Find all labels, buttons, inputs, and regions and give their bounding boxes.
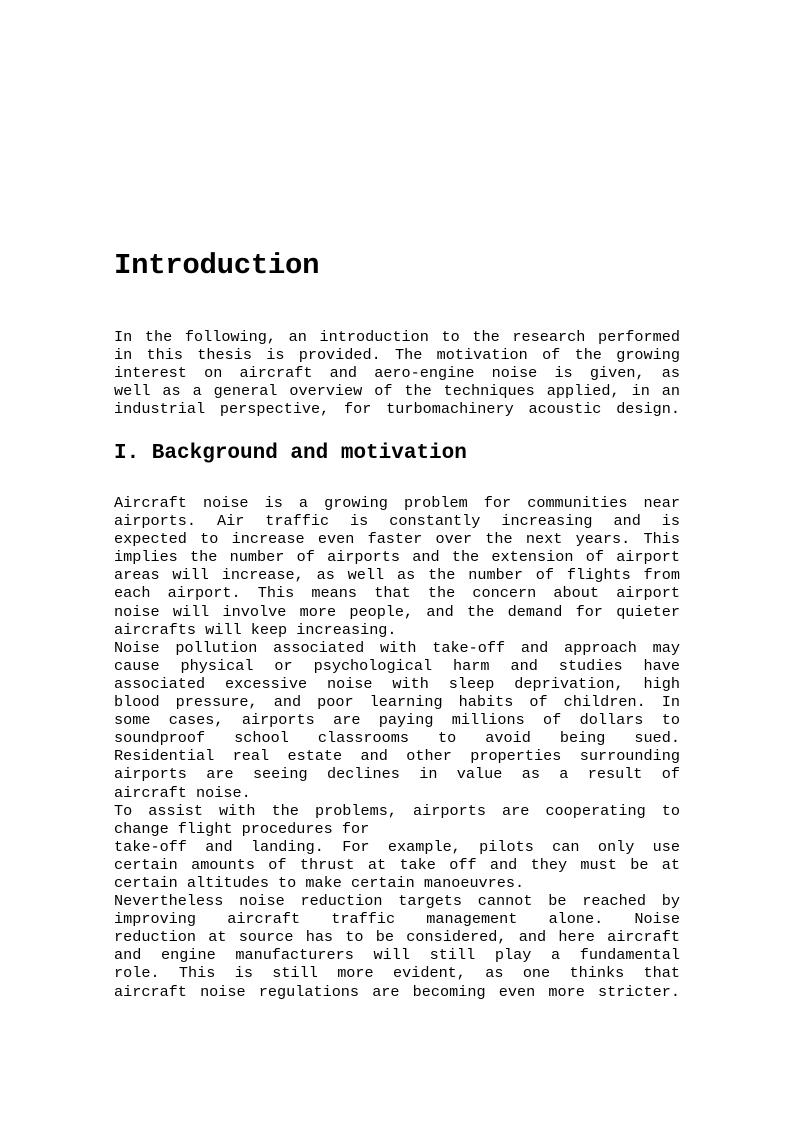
paragraph-line: and engine manufacturers will still play a fundamental [114,946,680,965]
paragraph-line: cause physical or psychological harm and studies have [114,656,680,675]
paragraph-line: Noise pollution associated with take-off and approach may [114,638,680,657]
paragraph-line: blood pressure, and poor learning habits of children. In [114,693,680,712]
body-paragraph-4 [114,838,680,892]
paragraph-line: airports. Air traffic is constantly increasing and is [114,512,680,531]
paragraph-line: associated excessive noise with sleep deprivation, high [114,674,680,693]
paragraph-line: aircraft noise. [114,783,251,802]
intro-line: industrial perspective, for turbomachinery acoustic design. [114,400,680,419]
paragraph-line: certain amounts of thrust at take off and they must be at [114,855,680,874]
intro-line: in this thesis is provided. The motivation of the growing [114,346,680,365]
section-heading: I. Background and motivation [114,442,467,465]
paragraph-line: soundproof school classrooms to avoid being sued. [114,729,680,748]
paragraph-line: implies the number of airports and the extension of airport [114,548,680,567]
paragraph-line: change flight procedures for [114,819,370,838]
paragraph-line: certain altitudes to make certain manoeuvres. [114,873,525,892]
paragraph-line: some cases, airports are paying millions of dollars to [114,711,680,730]
paragraph-line: airports are seeing declines in value as a result of [114,765,680,784]
paragraph-line: take-off and landing. For example, pilots can only use [114,837,680,856]
paragraph-line: Aircraft noise is a growing problem for communities near [114,494,680,512]
paragraph-line: Nevertheless noise reduction targets cannot be reached by [114,892,680,911]
paragraph-line: each airport. This means that the concern about airport [114,584,680,603]
paragraph-line: To assist with the problems, airports are cooperating to [114,801,680,820]
paragraph-line: noise will involve more people, and the demand for quieter [114,602,680,621]
body-paragraph-1 [114,494,680,639]
body-paragraph-2 [114,639,680,802]
body-paragraph-3 [114,802,680,838]
paragraph-line: improving aircraft traffic management alone. Noise [114,910,680,929]
paragraph-line: role. This is still more evident, as one thinks that [114,964,680,983]
paragraph-line: areas will increase, as well as the number of flights from [114,566,680,585]
intro-line: interest on aircraft and aero-engine noise is given, as [114,364,680,383]
paragraph-line: expected to increase even faster over the next years. This [114,530,680,549]
chapter-title: Introduction [114,249,320,282]
intro-paragraph [114,328,680,418]
section-body [114,494,680,1001]
paragraph-line: reduction at source has to be considered, and here aircraft [114,928,680,947]
intro-line: In the following, an introduction to the research performed [114,328,680,346]
paragraph-line: Residential real estate and other properties surrounding [114,747,680,766]
paragraph-line: aircraft noise regulations are becoming even more stricter. [114,982,680,1001]
intro-line: well as a general overview of the techniques applied, in an [114,382,680,401]
paragraph-line: aircrafts will keep increasing. [114,620,397,639]
body-paragraph-5 [114,892,680,1001]
